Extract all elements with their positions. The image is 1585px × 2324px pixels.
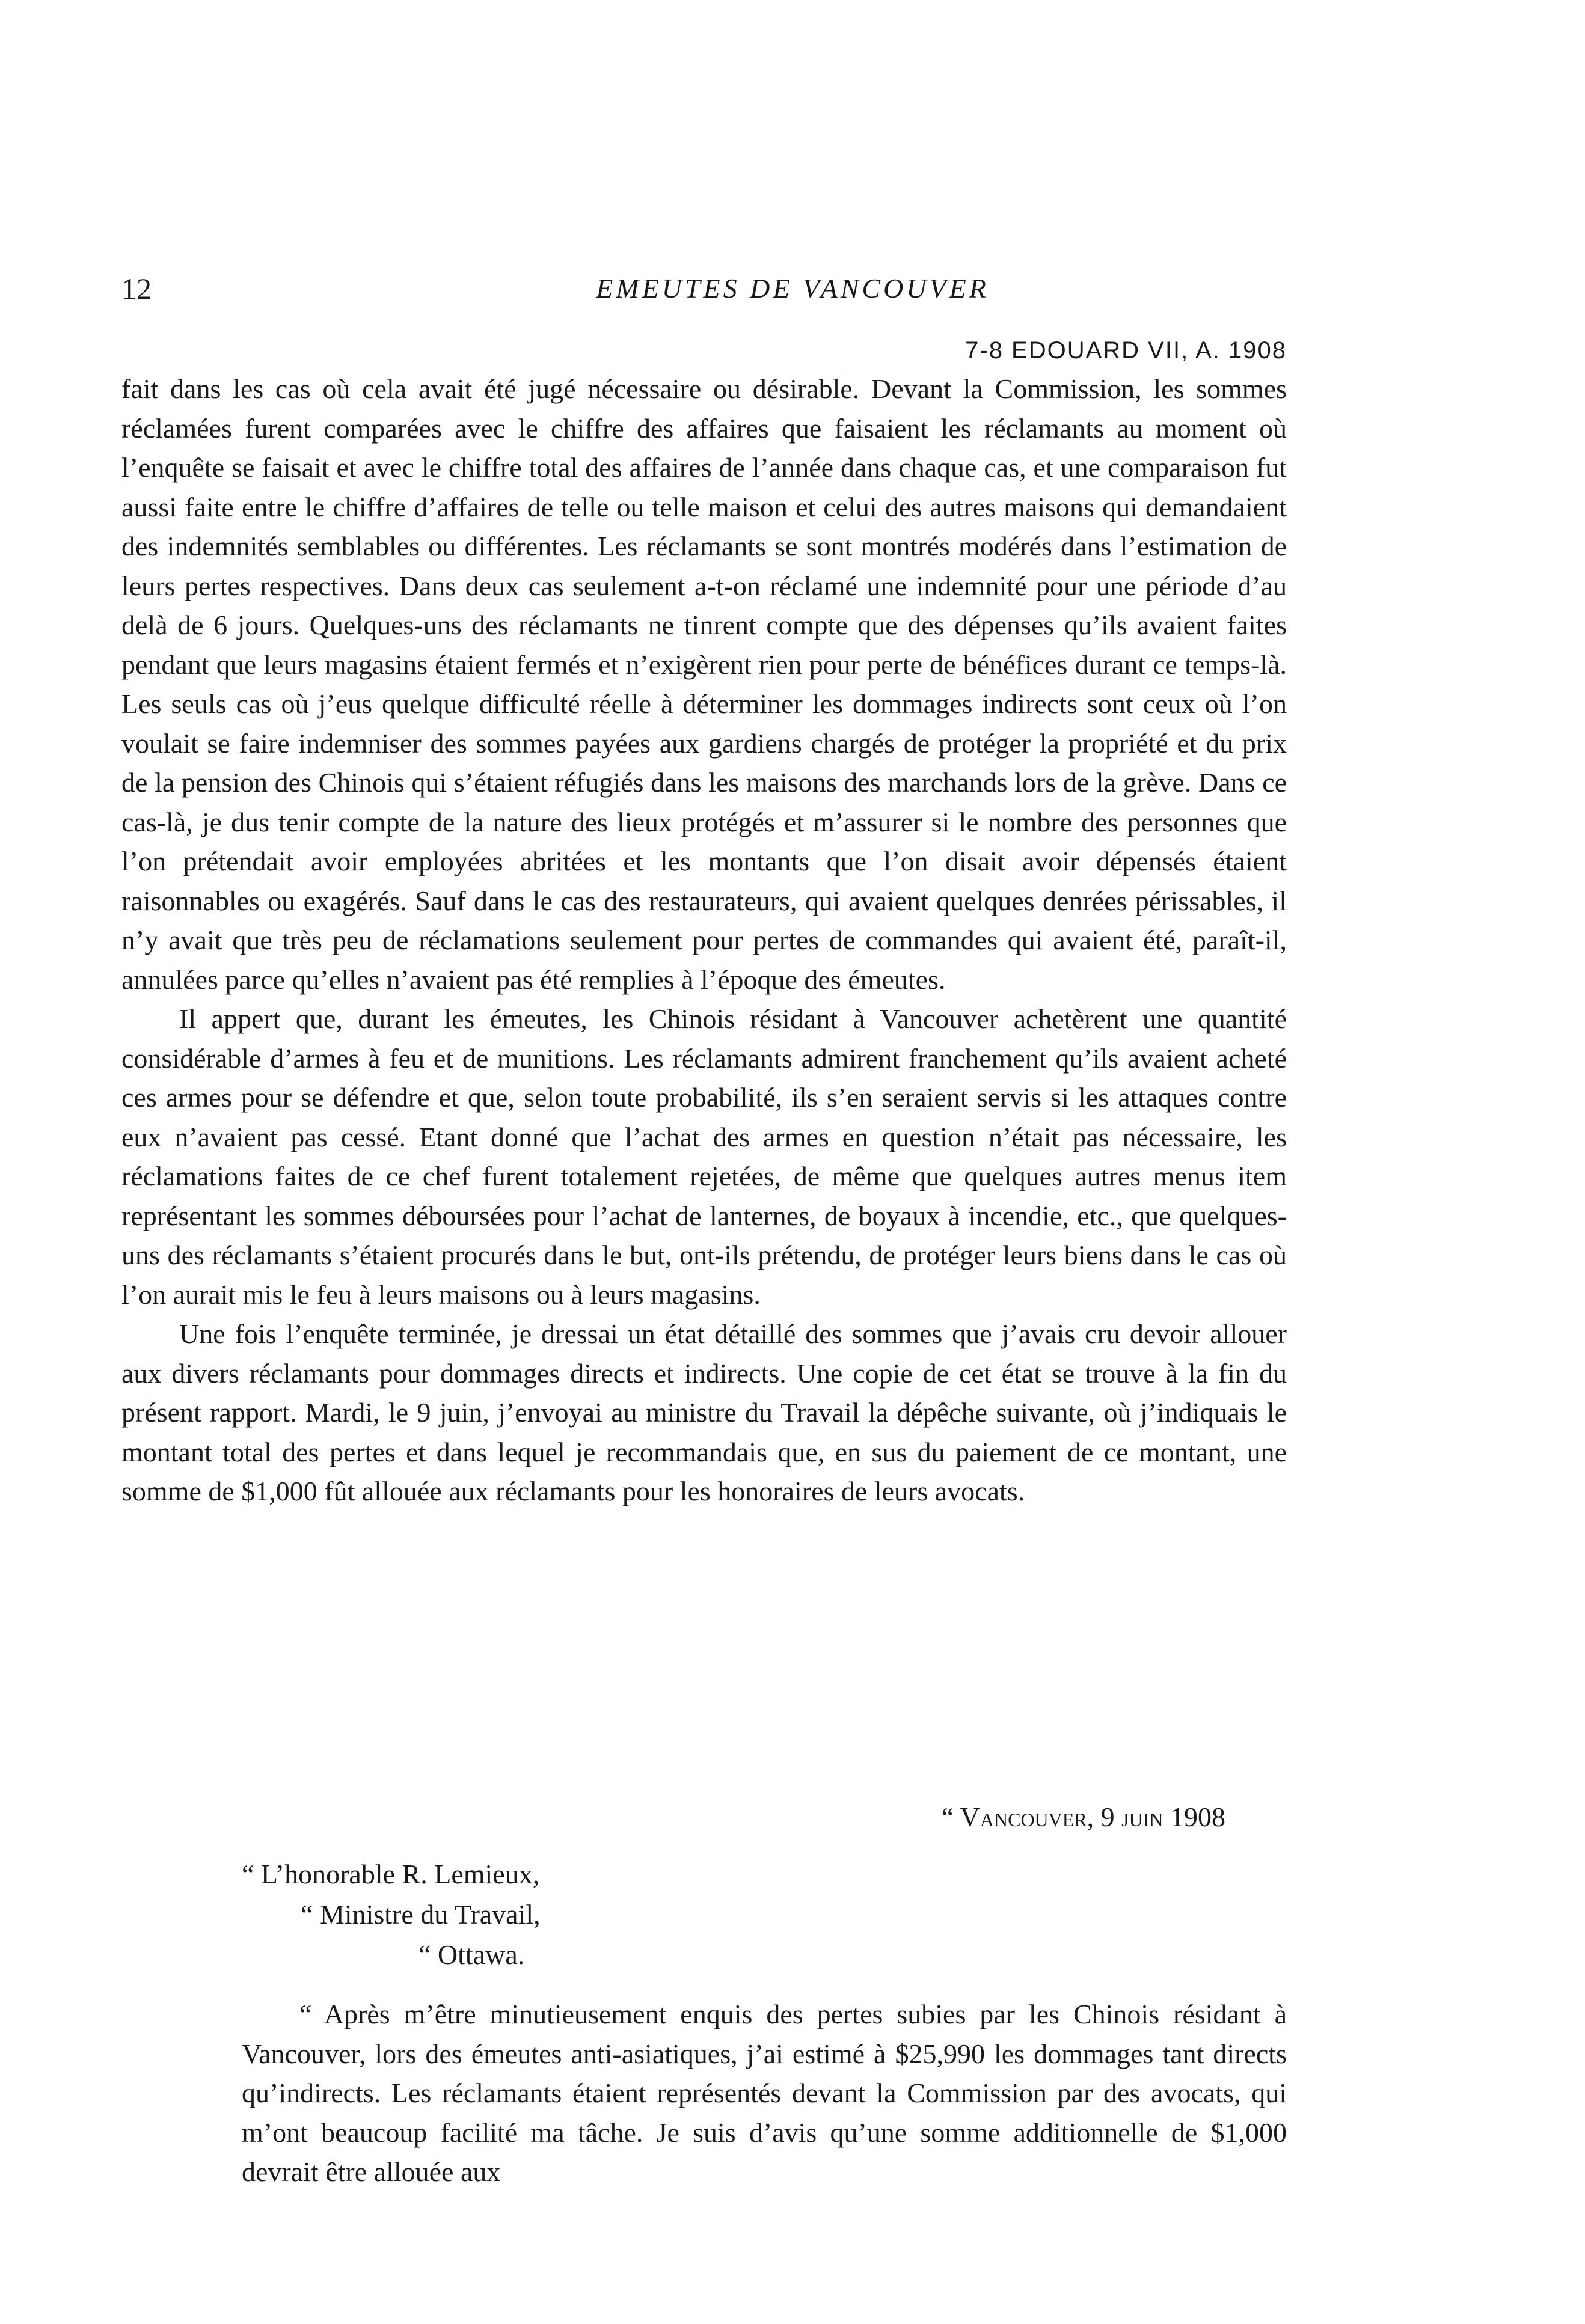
paragraph-3: Une fois l’enquête terminée, je dressai un état détaillé des sommes que j’avais cru devoir allouer aux divers réclamants pour dommages directs et indirects. Une copie de cet état se trouve à la fin du présent rapport. Mardi, le 9 juin, j’envoyai au ministre du Travail la dépêche suivante, où j’indiquais le montant total des pertes et dans lequel je recommandais que, en sus du paiement de ce montant, une somme de $1,000 fût allouée aux réclamants pour les honoraires de leurs avocats.: [121, 1318, 1287, 1506]
telegram-address-line-3: “ Ottawa.: [418, 1939, 525, 1970]
body-text: [121, 369, 1287, 1511]
session-header: 7-8 EDOUARD VII, A. 1908: [965, 337, 1287, 364]
telegram-address-line-1: “ L’honorable R. Lemieux,: [242, 1859, 540, 1889]
paragraph-2: Il appert que, durant les émeutes, les Chinois résidant à Vancouver achetèrent une quantité considérable d’armes à feu et de munitions. Les réclamants admirent franchement qu’ils avaient acheté ces armes pour se défendre et que, selon toute probabilité, ils s’en seraient servis si les attaques contre eux n’avaient pas cessé. Etant donné que l’achat des armes en question n’était pas nécessaire, les réclamations faites de ce chef furent totalement rejetées, de même que quelques autres menus item représentant les sommes déboursées pour l’achat de lanternes, de boyaux à incendie, etc., que quelques-uns des réclamants s’étaient procurés dans le but, ont-ils prétendu, de protéger leurs biens dans le cas où l’on aurait mis le feu à leurs maisons ou à leurs magasins.: [121, 1003, 1287, 1310]
telegram-text: “ Après m’être minutieusement enquis des pertes subies par les Chinois résidant à Vancouver, lors des émeutes anti-asiatiques, j’ai estimé à $25,990 les dommages tant directs qu’indirects. Les réclamants étaient représentés devant la Commission par des avocats, qui m’ont beaucoup facilité ma tâche. Je suis d’avis qu’une somme additionnelle de $1,000 devrait être allouée aux: [242, 1999, 1287, 2187]
page-number: 12: [121, 272, 152, 305]
telegram-dateline: “ Vancouver, 9 juin 1908: [941, 1802, 1225, 1832]
telegram-address-line-2: “ Ministre du Travail,: [301, 1899, 541, 1930]
paragraph-1: fait dans les cas où cela avait été jugé nécessaire ou désirable. Devant la Commission, les sommes réclamées furent comparées avec le chiffre des affaires que faisaient les réclamants au moment où l’enquête se faisait et avec le chiffre total des affaires de l’année dans chaque cas, et une comparaison fut aussi faite entre le chiffre d’affaires de telle ou telle maison et celui des autres maisons qui demandaient des indemnités semblables ou différentes. Les réclamants se sont montrés modérés dans l’estimation de leurs pertes respectives. Dans deux cas seulement a-t-on réclamé une indemnité pour une période d’au delà de 6 jours. Quelques-uns des réclamants ne tinrent compte que des dépenses qu’ils avaient faites pendant que leurs magasins étaient fermés et n’exigèrent rien pour perte de bénéfices durant ce temps-là. Les seuls cas où j’eus quelque difficulté réelle à déterminer les dommages indirects sont ceux où l’on voulait se faire indemniser des sommes payées aux gardiens chargés de protéger la propriété et du prix de la pension des Chinois qui s’étaient réfugiés dans les maisons des marchands lors de la grève. Dans ce cas-là, je dus tenir compte de la nature des lieux protégés et m’assurer si le nombre des personnes que l’on prétendait avoir employées abritées et les montants que l’on disait avoir dépensés étaient raisonnables ou exagérés. Sauf dans le cas des restaurateurs, qui avaient quelques denrées périssables, il n’y avait que très peu de réclamations seulement pour pertes de commandes qui avaient été, paraît-il, annulées parce qu’elles n’avaient pas été remplies à l’époque des émeutes.: [121, 373, 1287, 995]
running-title: EMEUTES DE VANCOUVER: [596, 273, 989, 304]
